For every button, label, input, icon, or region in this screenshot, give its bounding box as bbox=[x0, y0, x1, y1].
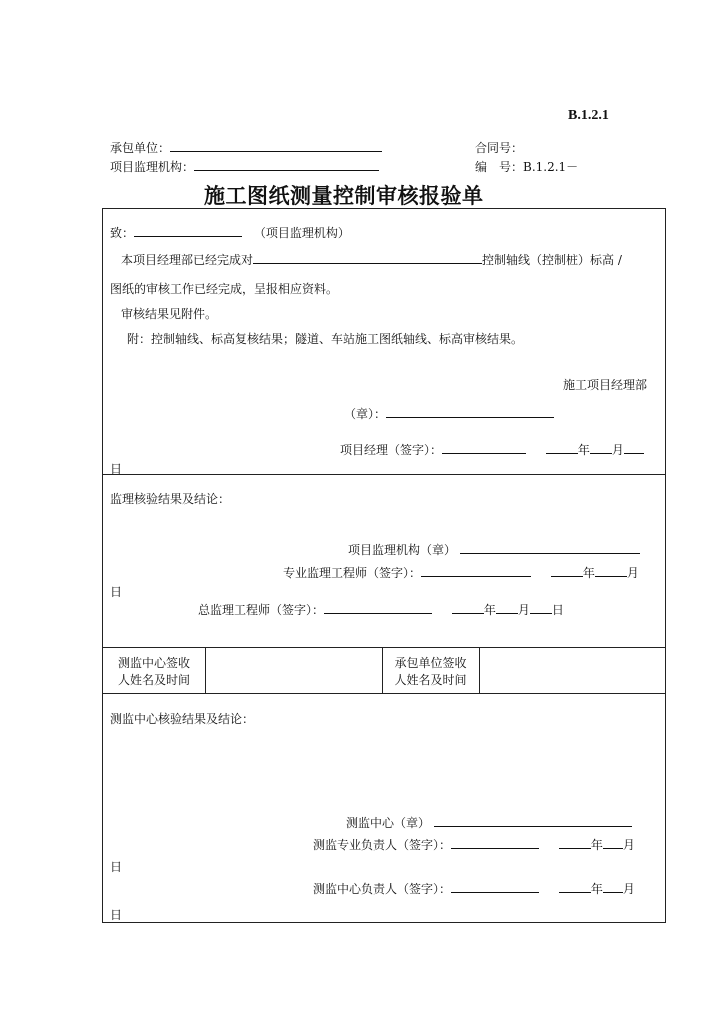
supervision-org-label: 项目监理机构（章） bbox=[348, 543, 457, 557]
completion-line bbox=[121, 251, 622, 268]
year-blank-4[interactable] bbox=[559, 837, 591, 849]
contractor-receipt-label bbox=[382, 655, 479, 689]
month-label-4: 月 bbox=[622, 838, 635, 852]
center-seal-label: 测监中心（章） bbox=[346, 816, 431, 830]
year-blank-2[interactable] bbox=[551, 565, 583, 577]
form-code: B.1.2.1 bbox=[568, 108, 609, 123]
contractor-receipt-label-line2: 人姓名及时间 bbox=[394, 673, 467, 687]
day-blank-1[interactable] bbox=[624, 442, 644, 454]
chief-sign-blank[interactable] bbox=[324, 602, 432, 614]
specialist-sign-blank[interactable] bbox=[451, 837, 539, 849]
manager-sign-line bbox=[340, 441, 644, 458]
month-label-1: 月 bbox=[611, 443, 624, 457]
supervision-blank[interactable] bbox=[194, 159, 379, 171]
to-label: 致： bbox=[110, 226, 135, 240]
completion-suffix: 控制轴线（控制桩）标高 / bbox=[482, 253, 622, 267]
specialist-sign-line bbox=[313, 836, 635, 853]
year-blank-3[interactable] bbox=[452, 602, 484, 614]
center-seal-line bbox=[346, 814, 632, 831]
to-blank[interactable] bbox=[134, 225, 242, 237]
center-receipt-label-line2: 人姓名及时间 bbox=[117, 673, 190, 687]
project-blank[interactable] bbox=[253, 252, 482, 264]
head-sign-line bbox=[313, 880, 635, 897]
contractor-blank[interactable] bbox=[170, 140, 382, 152]
number-label: 编 号：B.1.2.1－ bbox=[475, 160, 579, 174]
chief-sign-line bbox=[198, 601, 564, 618]
to-line bbox=[110, 224, 350, 241]
dept-name: 施工项目经理部 bbox=[563, 378, 648, 392]
engineer-sign-line bbox=[283, 564, 639, 581]
supervision-field bbox=[110, 158, 379, 175]
manager-sign-blank[interactable] bbox=[442, 442, 526, 454]
day-blank-3[interactable] bbox=[530, 602, 552, 614]
month-label-5: 月 bbox=[622, 882, 635, 896]
review-done-text: 图纸的审核工作已经完成，呈报相应资料。 bbox=[110, 282, 339, 296]
seal-line bbox=[344, 405, 554, 422]
day-label-2: 日 bbox=[110, 585, 123, 599]
engineer-sign-blank[interactable] bbox=[421, 565, 531, 577]
year-label-4: 年 bbox=[590, 838, 603, 852]
contractor-field bbox=[110, 139, 382, 156]
day-label-3: 日 bbox=[551, 603, 564, 617]
divider-3 bbox=[103, 693, 665, 694]
contract-no-label: 合同号： bbox=[475, 141, 524, 155]
seal-label: （章）： bbox=[344, 407, 387, 421]
divider-1 bbox=[103, 474, 665, 475]
year-label-3: 年 bbox=[483, 603, 496, 617]
month-blank-1[interactable] bbox=[590, 442, 612, 454]
page-title: 施工图纸测量控制审核报验单 bbox=[204, 184, 484, 208]
month-label-3: 月 bbox=[517, 603, 530, 617]
day-label-1: 日 bbox=[110, 462, 123, 476]
year-blank-5[interactable] bbox=[559, 881, 591, 893]
contractor-receipt-input[interactable] bbox=[480, 648, 665, 693]
center-receipt-label-line1: 测监中心签收 bbox=[117, 656, 190, 670]
day-label-5: 日 bbox=[110, 908, 123, 922]
supervision-org-blank[interactable] bbox=[460, 542, 640, 554]
to-suffix: （项目监理机构） bbox=[253, 226, 350, 240]
supervision-heading: 监理核验结果及结论： bbox=[110, 492, 231, 506]
engineer-label: 专业监理工程师（签字）： bbox=[283, 566, 422, 580]
completion-prefix: 本项目经理部已经完成对 bbox=[121, 253, 254, 267]
year-blank-1[interactable] bbox=[546, 442, 578, 454]
center-receipt-label bbox=[103, 655, 205, 689]
seal-blank[interactable] bbox=[386, 406, 554, 418]
year-label-1: 年 bbox=[577, 443, 590, 457]
month-blank-2[interactable] bbox=[595, 565, 627, 577]
specialist-label: 测监专业负责人（签字）： bbox=[313, 838, 452, 852]
center-heading: 测监中心核验结果及结论： bbox=[110, 712, 255, 726]
month-blank-4[interactable] bbox=[603, 837, 623, 849]
month-blank-3[interactable] bbox=[496, 602, 518, 614]
month-label-2: 月 bbox=[626, 566, 639, 580]
center-receipt-input[interactable] bbox=[206, 648, 382, 693]
year-label-2: 年 bbox=[582, 566, 595, 580]
chief-label: 总监理工程师（签字）： bbox=[198, 603, 325, 617]
supervision-org-line bbox=[348, 541, 640, 558]
result-attached-text: 审核结果见附件。 bbox=[121, 307, 218, 321]
month-blank-5[interactable] bbox=[603, 881, 623, 893]
day-label-4: 日 bbox=[110, 860, 123, 874]
center-seal-blank[interactable] bbox=[434, 815, 632, 827]
attachment-text: 附：控制轴线、标高复核结果；隧道、车站施工图纸轴线、标高审核结果。 bbox=[127, 332, 524, 346]
supervision-label: 项目监理机构： bbox=[110, 160, 195, 174]
contractor-label: 承包单位： bbox=[110, 141, 171, 155]
contractor-receipt-label-line1: 承包单位签收 bbox=[394, 656, 467, 670]
head-sign-blank[interactable] bbox=[451, 881, 539, 893]
head-label: 测监中心负责人（签字）： bbox=[313, 882, 452, 896]
year-label-5: 年 bbox=[590, 882, 603, 896]
manager-label: 项目经理（签字）： bbox=[340, 443, 443, 457]
